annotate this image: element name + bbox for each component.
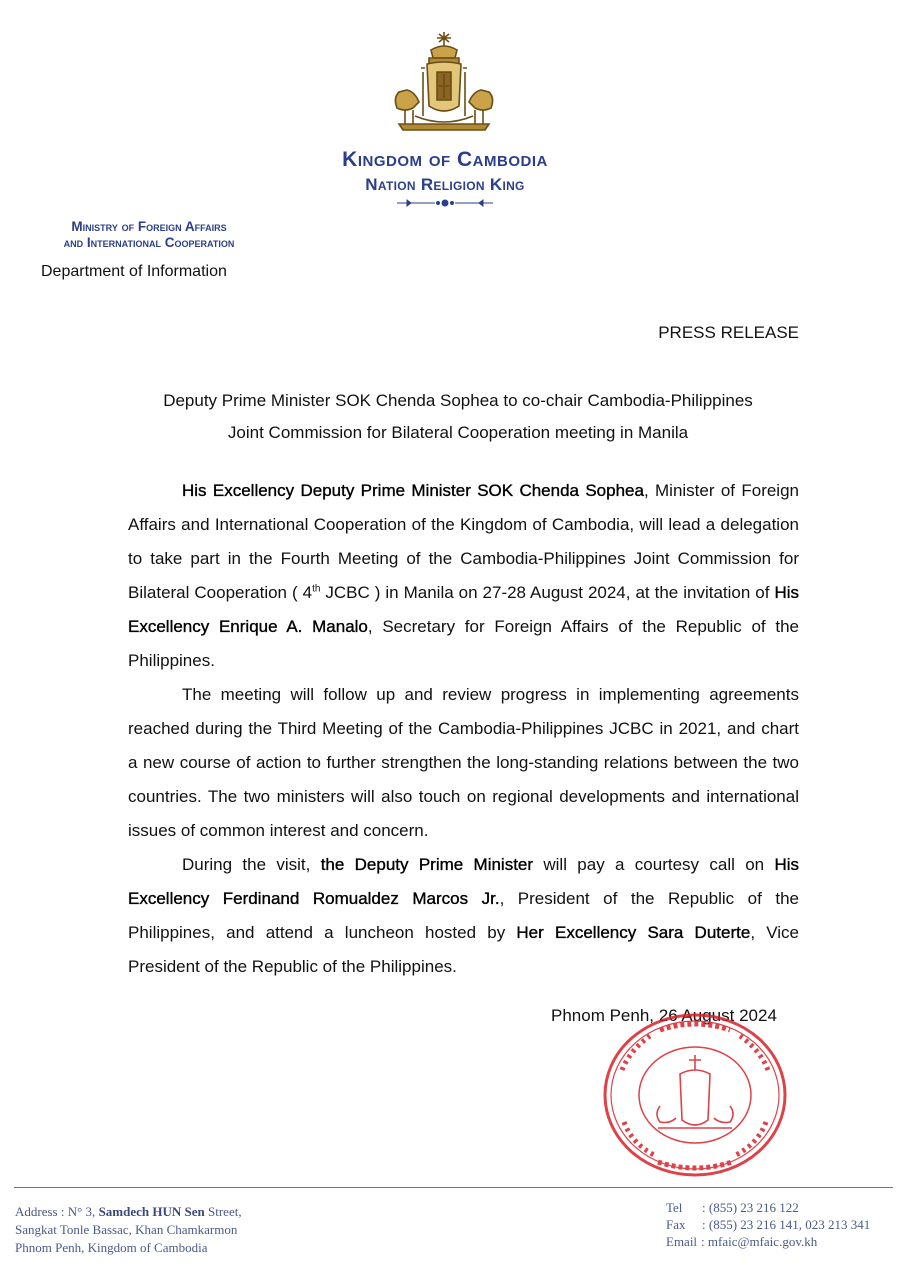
- email-value: : mfaic@mfaic.gov.kh: [701, 1234, 818, 1249]
- p3-text-1: During the visit,: [182, 855, 321, 874]
- contact-tel: [666, 1199, 870, 1216]
- paragraph-2: The meeting will follow up and review progress in implementing agreements reached during the Third Meeting of the Cambodia-Philippines JCBC in 2021, and chart a new course of action to further strengthen the long-standing relations between the two countries. The two ministers will also touch on regional developments and international issues of common interest and concern.: [128, 685, 799, 840]
- official-seal-stamp-icon: [600, 1010, 790, 1180]
- press-release-body: [128, 474, 799, 984]
- national-motto: Nation Religion King: [365, 175, 525, 194]
- footer-address: [15, 1203, 242, 1257]
- paragraph-3: [128, 848, 799, 984]
- p1-text-2: JCBC ) in Manila on 27-28 August 2024, at the invitation of: [320, 583, 775, 602]
- paragraph-1: [128, 474, 799, 678]
- address-street-name: Samdech HUN Sen: [98, 1204, 205, 1219]
- title-line-2: Joint Commission for Bilateral Cooperation meeting in Manila: [227, 423, 689, 442]
- ministry-line-2: and International Cooperation: [63, 235, 235, 250]
- p1-emph-2: His Excellency Enrique A. Manalo: [128, 583, 799, 636]
- address-line-1: [15, 1203, 242, 1221]
- p1-sup: th: [312, 583, 321, 595]
- address-line-3: Phnom Penh, Kingdom of Cambodia: [15, 1240, 208, 1255]
- title-line-1: Deputy Prime Minister SOK Chenda Sophea to co-chair Cambodia-Philippines: [163, 391, 753, 410]
- signoff-place-date: Phnom Penh, 26 August 2024: [551, 1006, 777, 1025]
- p3-text-3: , President of the Republic of the Philippines, and attend a luncheon hosted by: [128, 889, 799, 942]
- p3-emph-3: Her Excellency Sara Duterte: [516, 923, 751, 942]
- footer-contact: [666, 1199, 870, 1250]
- p1-text-1: , Minister of Foreign Affairs and International Cooperation of the Kingdom of Cambodia, will lead a delegation to take part in the Fourth Meeting of the Cambodia-Philippines Joint Commission for Bilateral Cooperation ( 4: [128, 481, 799, 602]
- contact-email: [666, 1233, 870, 1250]
- ministry-name: [14, 219, 284, 251]
- fax-value: : (855) 23 216 141, 023 213 341: [702, 1217, 871, 1232]
- p1-emph-1: His Excellency Deputy Prime Minister SOK Chenda Sophea: [182, 481, 644, 500]
- royal-arms-emblem-icon: [385, 28, 503, 138]
- p1-text-3: , Secretary for Foreign Affairs of the Republic of the Philippines.: [128, 617, 799, 670]
- address-prefix: Address : N° 3,: [15, 1204, 99, 1219]
- tel-value: : (855) 23 216 122: [702, 1200, 799, 1215]
- footer-divider: [14, 1187, 893, 1188]
- address-street-suffix: Street,: [204, 1204, 242, 1219]
- document-type: PRESS RELEASE: [658, 323, 799, 342]
- kingdom-heading: Kingdom of Cambodia: [342, 148, 548, 171]
- address-line-2: Sangkat Tonle Bassac, Khan Chamkarmon: [15, 1222, 238, 1237]
- p3-text-2: will pay a courtesy call on: [533, 855, 775, 874]
- divider-ornament-icon: [395, 198, 495, 208]
- p3-emph-1: the Deputy Prime Minister: [320, 855, 534, 874]
- department-name: Department of Information: [41, 263, 227, 280]
- press-release-title: [128, 385, 788, 449]
- p3-emph-2: His Excellency Ferdinand Romualdez Marcos Jr.: [128, 855, 799, 908]
- tel-label: Tel: [666, 1200, 683, 1215]
- ministry-line-1: Ministry of Foreign Affairs: [71, 219, 227, 234]
- p3-text-4: , Vice President of the Republic of the Philippines.: [128, 923, 799, 976]
- contact-fax: [666, 1216, 870, 1233]
- email-label: Email: [666, 1234, 698, 1249]
- fax-label: Fax: [666, 1217, 686, 1232]
